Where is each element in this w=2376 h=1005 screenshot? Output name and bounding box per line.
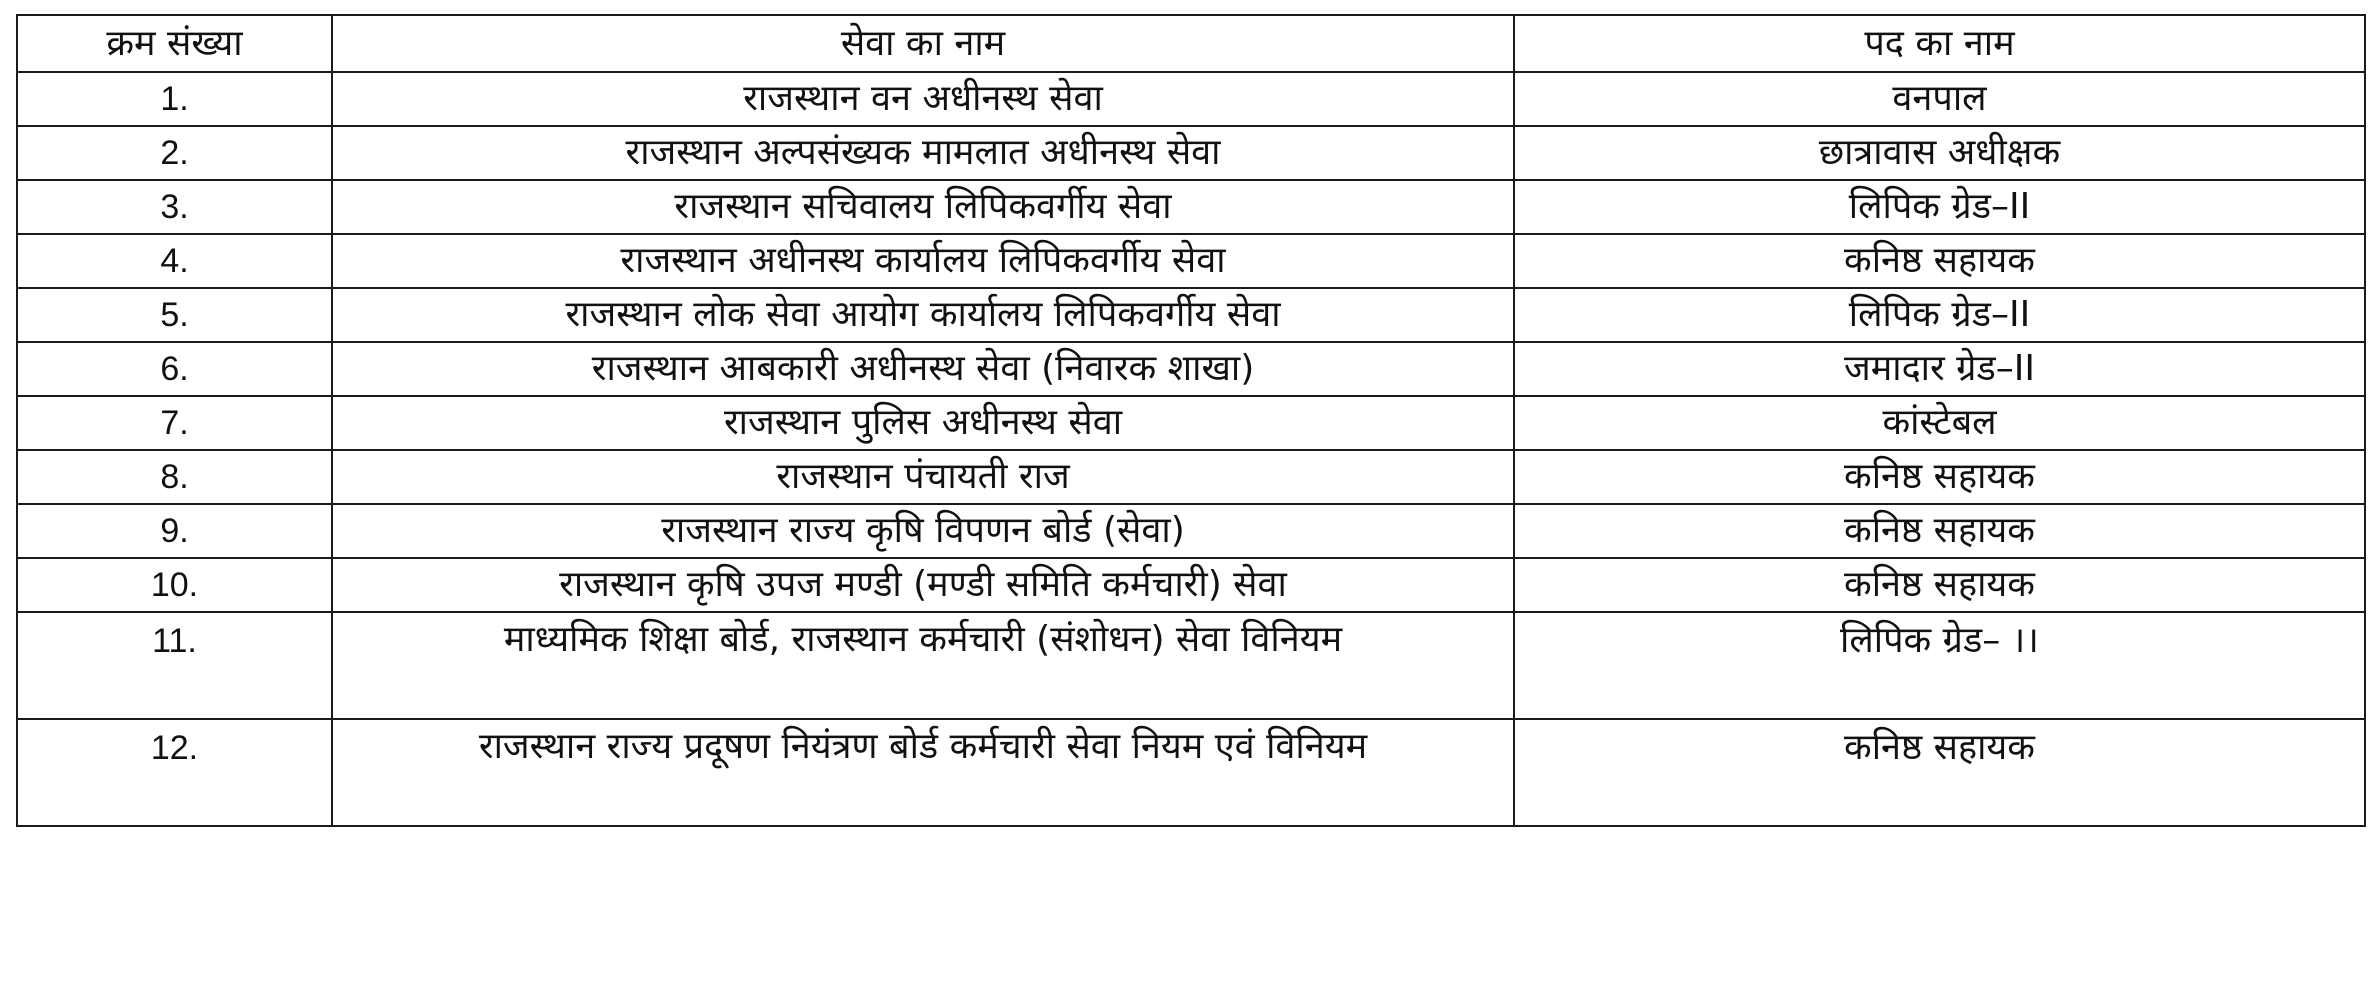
table-row	[17, 719, 2365, 826]
serial-cell: 1.	[17, 72, 332, 126]
post-cell: कनिष्ठ सहायक	[1514, 504, 2365, 558]
table-row	[17, 72, 2365, 126]
document-page	[16, 14, 2364, 827]
service-cell: राजस्थान राज्य कृषि विपणन बोर्ड (सेवा)	[332, 504, 1514, 558]
serial-cell: 10.	[17, 558, 332, 612]
table-row	[17, 234, 2365, 288]
service-cell: राजस्थान पंचायती राज	[332, 450, 1514, 504]
service-cell: राजस्थान पुलिस अधीनस्थ सेवा	[332, 396, 1514, 450]
header-row	[17, 15, 2365, 72]
service-cell: राजस्थान सचिवालय लिपिकवर्गीय सेवा	[332, 180, 1514, 234]
table-row	[17, 342, 2365, 396]
table-row	[17, 126, 2365, 180]
table-row	[17, 558, 2365, 612]
serial-cell: 2.	[17, 126, 332, 180]
table-row	[17, 180, 2365, 234]
post-cell: जमादार ग्रेड–II	[1514, 342, 2365, 396]
post-cell: लिपिक ग्रेड–II	[1514, 288, 2365, 342]
serial-cell: 6.	[17, 342, 332, 396]
post-cell: वनपाल	[1514, 72, 2365, 126]
service-cell: राजस्थान कृषि उपज मण्डी (मण्डी समिति कर्मचारी) सेवा	[332, 558, 1514, 612]
service-cell: माध्यमिक शिक्षा बोर्ड, राजस्थान कर्मचारी (संशोधन) सेवा विनियम	[332, 612, 1514, 719]
serial-cell: 3.	[17, 180, 332, 234]
serial-cell: 12.	[17, 719, 332, 826]
table-row	[17, 450, 2365, 504]
post-cell: कनिष्ठ सहायक	[1514, 719, 2365, 826]
header-service-name: सेवा का नाम	[332, 15, 1514, 72]
post-cell: कनिष्ठ सहायक	[1514, 558, 2365, 612]
table-header	[17, 15, 2365, 72]
table-row	[17, 288, 2365, 342]
post-cell: लिपिक ग्रेड–II	[1514, 180, 2365, 234]
serial-cell: 4.	[17, 234, 332, 288]
serial-cell: 8.	[17, 450, 332, 504]
service-cell: राजस्थान राज्य प्रदूषण नियंत्रण बोर्ड कर्मचारी सेवा नियम एवं विनियम	[332, 719, 1514, 826]
services-table	[16, 14, 2366, 827]
service-cell: राजस्थान अधीनस्थ कार्यालय लिपिकवर्गीय सेवा	[332, 234, 1514, 288]
serial-cell: 5.	[17, 288, 332, 342]
table-row	[17, 396, 2365, 450]
serial-cell: 11.	[17, 612, 332, 719]
service-cell: राजस्थान लोक सेवा आयोग कार्यालय लिपिकवर्गीय सेवा	[332, 288, 1514, 342]
header-serial-number: क्रम संख्या	[17, 15, 332, 72]
table-row	[17, 612, 2365, 719]
table-row	[17, 504, 2365, 558]
post-cell: छात्रावास अधीक्षक	[1514, 126, 2365, 180]
serial-cell: 9.	[17, 504, 332, 558]
post-cell: कनिष्ठ सहायक	[1514, 450, 2365, 504]
post-cell: लिपिक ग्रेड– ।।	[1514, 612, 2365, 719]
post-cell: कनिष्ठ सहायक	[1514, 234, 2365, 288]
service-cell: राजस्थान वन अधीनस्थ सेवा	[332, 72, 1514, 126]
service-cell: राजस्थान अल्पसंख्यक मामलात अधीनस्थ सेवा	[332, 126, 1514, 180]
table-body	[17, 72, 2365, 826]
post-cell: कांस्टेबल	[1514, 396, 2365, 450]
header-post-name: पद का नाम	[1514, 15, 2365, 72]
service-cell: राजस्थान आबकारी अधीनस्थ सेवा (निवारक शाखा)	[332, 342, 1514, 396]
serial-cell: 7.	[17, 396, 332, 450]
